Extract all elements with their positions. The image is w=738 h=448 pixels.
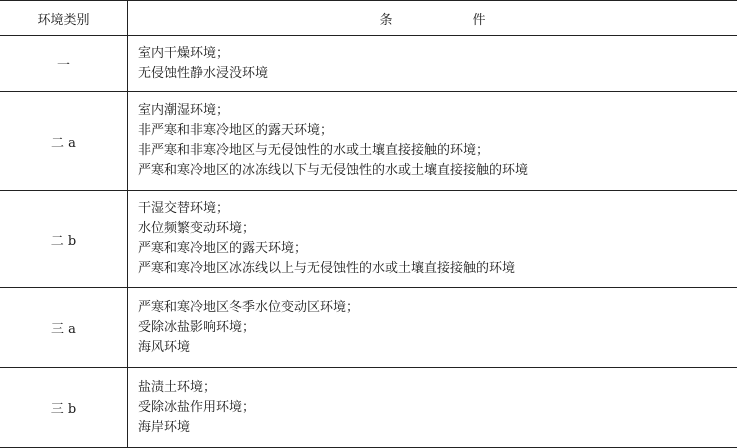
table-row: [0, 191, 737, 288]
condition-line: 受除冰盐作用环境；: [138, 399, 256, 415]
condition-line: 室内干燥环境；: [138, 45, 230, 61]
table-row: [0, 288, 737, 368]
conditions-cell: [128, 288, 738, 368]
condition-line: 严寒和寒冷地区的冰冻线以下与无侵蚀性的水或土壤直接接触的环境: [138, 163, 529, 178]
header-conditions-char-1: 条: [379, 12, 393, 28]
condition-line: 严寒和寒冷地区冰冻线以上与无侵蚀性的水或土壤直接接触的环境: [138, 261, 516, 276]
table-row: [0, 92, 737, 191]
condition-line: 非严寒和非寒冷地区与无侵蚀性的水或土壤直接接触的环境；: [138, 143, 490, 158]
table-row: [0, 36, 737, 92]
condition-line: 盐渍土环境；: [138, 379, 217, 395]
conditions-cell: [128, 36, 738, 92]
condition-line: 严寒和寒冷地区的露天环境；: [138, 241, 308, 256]
condition-line: 水位频繁变动环境；: [138, 221, 256, 236]
condition-line: 无侵蚀性静水浸没环境: [138, 65, 269, 81]
header-conditions-char-2: 件: [472, 12, 486, 28]
category-cell: 一: [0, 36, 128, 92]
condition-line: 干湿交替环境；: [138, 201, 230, 216]
condition-line: 严寒和寒冷地区冬季水位变动区环境；: [138, 299, 360, 315]
category-cell: 二 b: [0, 191, 128, 288]
category-cell: 三 a: [0, 288, 128, 368]
condition-line: 室内潮湿环境；: [138, 103, 230, 118]
condition-line: 受除冰盐影响环境；: [138, 319, 256, 335]
table-row: [0, 368, 737, 448]
category-cell: 三 b: [0, 368, 128, 448]
header-row: [0, 1, 737, 36]
condition-line: 海岸环境: [138, 419, 191, 435]
condition-line: 海风环境: [138, 339, 191, 355]
header-environment-category: 环境类别: [0, 1, 128, 36]
category-cell: 二 a: [0, 92, 128, 191]
conditions-cell: [128, 191, 738, 288]
conditions-cell: [128, 92, 738, 191]
conditions-cell: [128, 368, 738, 448]
header-conditions: [128, 1, 738, 36]
condition-line: 非严寒和非寒冷地区的露天环境；: [138, 123, 334, 138]
